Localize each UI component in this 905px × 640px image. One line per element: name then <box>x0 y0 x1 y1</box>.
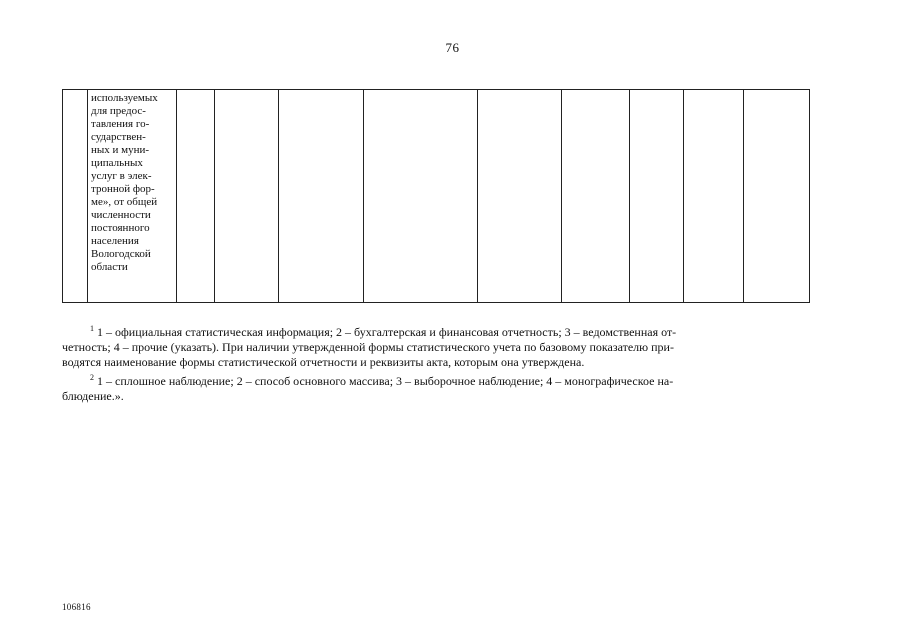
cell-text-line: постоянного <box>91 222 150 234</box>
cell-text-line: ных и муни- <box>91 144 150 156</box>
footnotes <box>62 321 830 404</box>
table-cell-empty <box>364 90 478 303</box>
table-cell-empty <box>215 90 279 303</box>
cell-text-line: тронной фор- <box>91 183 155 195</box>
table-cell-empty <box>744 90 810 303</box>
footnote-text: водятся наименование формы статистической отчетности и реквизиты акта, которым она утверждена. <box>62 355 585 369</box>
footnote-text: 1 – сплошное наблюдение; 2 – способ основного массива; 3 – выборочное наблюдение; 4 – монографическое на- <box>97 374 674 388</box>
table-cell-number <box>63 90 88 303</box>
cell-text-line: услуг в элек- <box>91 170 152 182</box>
footnote-text: 1 – официальная статистическая информация; 2 – бухгалтерская и финансовая отчетность; 3 – ведомственная от- <box>97 325 677 339</box>
table-cell-empty <box>478 90 562 303</box>
table-row <box>63 90 810 303</box>
table-cell-empty <box>562 90 630 303</box>
table-cell-empty <box>279 90 364 303</box>
footnote-1 <box>62 321 830 370</box>
footnote-text: блюдение.». <box>62 389 124 403</box>
footnote-2 <box>62 370 830 404</box>
cell-text-line: Вологодской <box>91 248 151 260</box>
table-cell-indicator-name <box>88 90 177 303</box>
document-code: 106816 <box>62 602 91 612</box>
cell-text-line: сударствен- <box>91 131 146 143</box>
cell-text-line: области <box>91 261 128 273</box>
footnote-marker: 1 <box>90 324 94 333</box>
cell-text-line: населения <box>91 235 139 247</box>
cell-text-line: ме», от общей <box>91 196 158 208</box>
cell-text-line: для предос- <box>91 105 146 117</box>
footnote-text: четность; 4 – прочие (указать). При наличии утвержденной формы статистического учета по базовому показателю при- <box>62 340 674 354</box>
footnote-marker: 2 <box>90 373 94 382</box>
cell-text-line: численности <box>91 209 151 221</box>
table-cell-empty <box>177 90 215 303</box>
page-number: 76 <box>445 40 460 55</box>
data-table <box>62 89 810 303</box>
table-cell-empty <box>684 90 744 303</box>
cell-text-line: используемых <box>91 92 158 104</box>
table-cell-empty <box>630 90 684 303</box>
cell-text-line: ципальных <box>91 157 143 169</box>
cell-text-line: тавления го- <box>91 118 150 130</box>
